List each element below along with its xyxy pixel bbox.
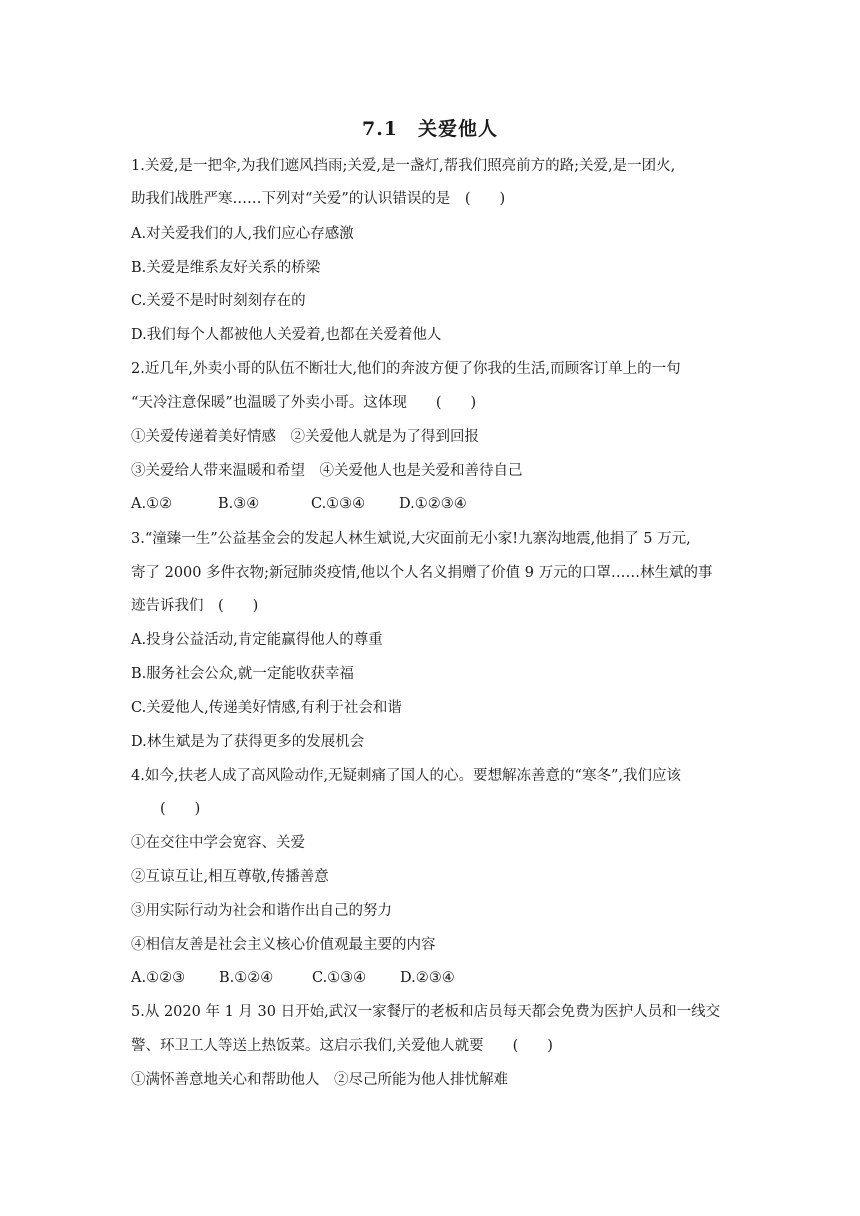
page-title: 7.1 关爱他人	[361, 118, 499, 140]
q1-option-c: C.关爱不是时时刻刻存在的	[131, 293, 306, 309]
q2-option-b: B.③④	[218, 496, 260, 512]
q1-option-b: B.关爱是维系友好关系的桥梁	[131, 260, 321, 276]
q4-option-a: A.①②③	[131, 970, 186, 986]
q3-option-d: D.林生斌是为了获得更多的发展机会	[131, 734, 365, 750]
q3-option-b: B.服务社会公众,就一定能收获幸福	[131, 666, 354, 682]
q2-option-a: A.①②	[131, 496, 173, 512]
q2-stem-line-2: “天冷注意保暖”也温暖了外卖小哥。这体现 ( )	[131, 395, 477, 411]
q4-option-c: C.①③④	[312, 970, 367, 986]
q5-statement-1: ①满怀善意地关心和帮助他人 ②尽己所能为他人排忧解难	[131, 1072, 508, 1088]
q1-stem-line-2: 助我们战胜严寒……下列对“关爱”的认识错误的是 ( )	[131, 191, 506, 207]
q3-option-c: C.关爱他人,传递美好情感,有利于社会和谐	[131, 700, 402, 716]
q3-stem-line-2: 寄了 2000 多件衣物;新冠肺炎疫情,他以个人名义捐赠了价值 9 万元的口罩……林生斌的事	[131, 565, 713, 581]
q1-option-a: A.对关爱我们的人,我们应心存感激	[131, 226, 354, 242]
q4-option-d: D.②③④	[400, 970, 455, 986]
q4-statement-1: ①在交往中学会宽容、关爱	[131, 835, 305, 851]
q2-option-d: D.①②③④	[399, 496, 467, 512]
q4-stem-line-2: ( )	[160, 801, 201, 817]
q4-statement-2: ②互谅互让,相互尊敬,传播善意	[131, 869, 329, 885]
q5-stem-line-2: 警、环卫工人等送上热饭菜。这启示我们,关爱他人就要 ( )	[131, 1038, 553, 1054]
q1-stem-line-1: 1.关爱,是一把伞,为我们遮风挡雨;关爱,是一盏灯,帮我们照亮前方的路;关爱,是一团火,	[131, 158, 676, 174]
q2-stem-line-1: 2.近几年,外卖小哥的队伍不断壮大,他们的奔波方便了你我的生活,而顾客订单上的一句	[131, 361, 681, 377]
q5-stem-line-1: 5.从 2020 年 1 月 30 日开始,武汉一家餐厅的老板和店员每天都会免费为医护人员和一线交	[131, 1004, 721, 1020]
q2-statement-2: ③关爱给人带来温暖和希望 ④关爱他人也是关爱和善待自己	[131, 463, 523, 479]
q4-statement-4: ④相信友善是社会主义核心价值观最主要的内容	[131, 937, 436, 953]
q3-stem-line-3: 迹告诉我们 ( )	[131, 598, 259, 614]
q4-option-b: B.①②④	[219, 970, 274, 986]
q2-statement-1: ①关爱传递着美好情感 ②关爱他人就是为了得到回报	[131, 429, 479, 445]
q2-option-c: C.①③④	[311, 496, 366, 512]
q3-stem-line-1: 3.“潼臻一生”公益基金会的发起人林生斌说,大灾面前无小家!九寨沟地震,他捐了 5 万元,	[131, 531, 691, 547]
q4-stem-line-1: 4.如今,扶老人成了高风险动作,无疑刺痛了国人的心。要想解冻善意的“寒冬”,我们应该	[131, 768, 681, 784]
q4-statement-3: ③用实际行动为社会和谐作出自己的努力	[131, 903, 392, 919]
q1-option-d: D.我们每个人都被他人关爱着,也都在关爱着他人	[131, 327, 442, 343]
q3-option-a: A.投身公益活动,肯定能赢得他人的尊重	[131, 632, 383, 648]
